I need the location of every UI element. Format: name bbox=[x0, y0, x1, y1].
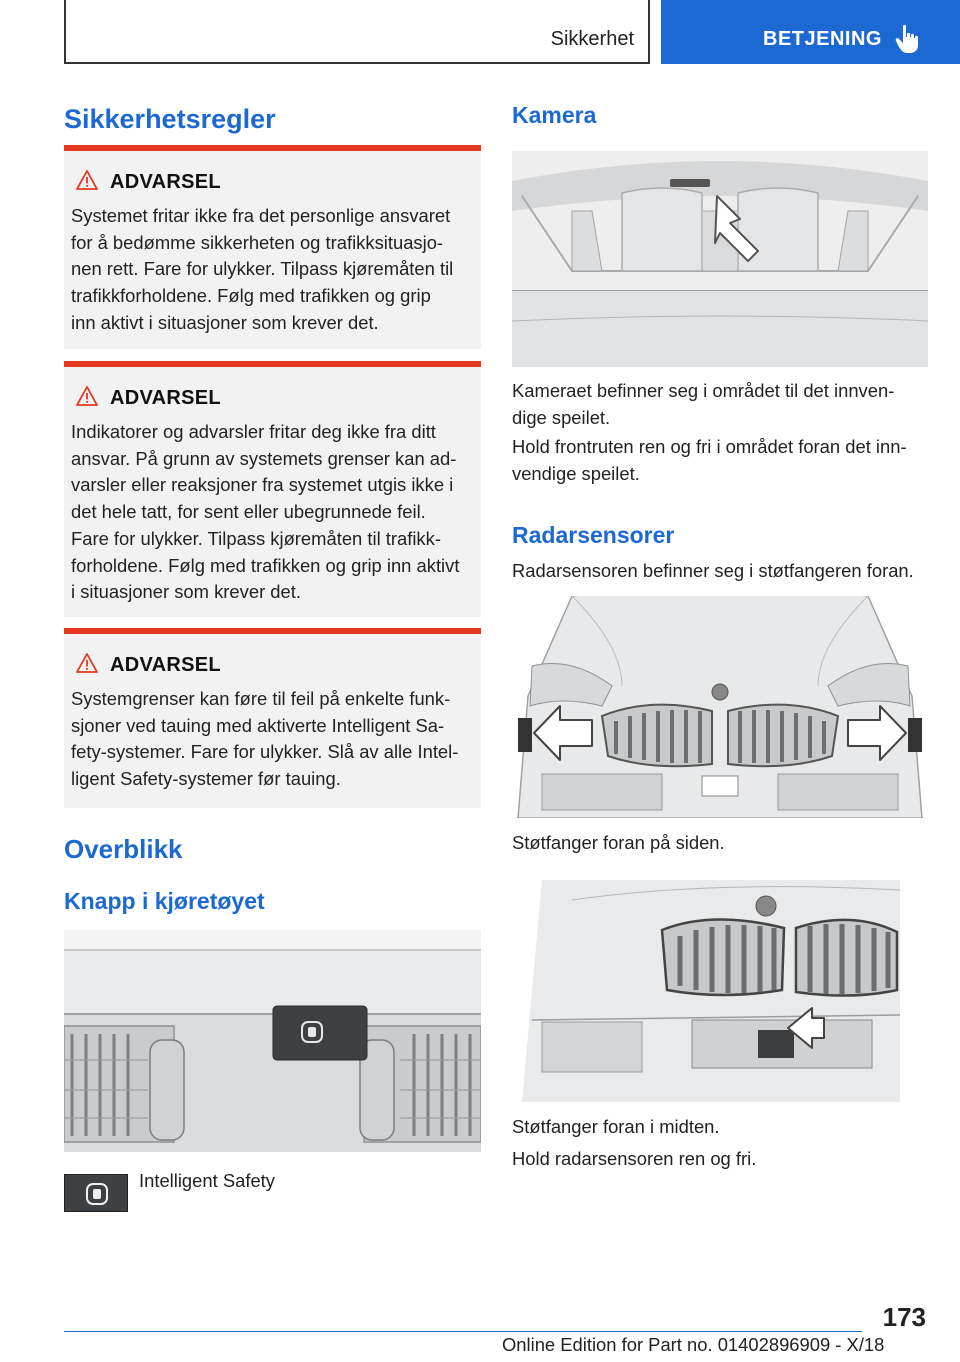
section-title: Sikkerhet bbox=[550, 28, 634, 50]
heading-knapp: Knapp i kjøretøyet bbox=[64, 888, 265, 914]
caption-middle: Støtfanger foran i midten. bbox=[512, 1116, 720, 1137]
front-bumper-side-image bbox=[512, 596, 928, 818]
warning-text bbox=[71, 419, 479, 606]
text-line: Hold frontruten ren og fri i området foran det inn- bbox=[512, 436, 907, 457]
header-section-tab bbox=[64, 0, 650, 64]
warning-line: trafikkforholdene. Følg med trafikken og grip bbox=[71, 285, 431, 307]
text-line: dige speilet. bbox=[512, 406, 611, 428]
warning-label: ADVARSEL bbox=[110, 171, 221, 193]
warning-box-3 bbox=[64, 628, 481, 808]
warning-triangle-icon bbox=[76, 386, 98, 406]
text-line: Kameraet befinner seg i området til det innven- bbox=[512, 380, 895, 401]
warning-line: Systemet fritar ikke fra det personlige ansvaret bbox=[71, 205, 451, 226]
caption-side: Støtfanger foran på siden. bbox=[512, 832, 725, 853]
warning-triangle-icon bbox=[76, 653, 98, 673]
warning-label: ADVARSEL bbox=[110, 387, 221, 409]
warning-triangle-icon bbox=[76, 170, 98, 190]
front-bumper-middle-image bbox=[512, 880, 900, 1102]
warning-line: Fare for ulykker. Tilpass kjøremåten til trafikk- bbox=[71, 527, 441, 549]
camera-text-2 bbox=[512, 434, 907, 487]
warning-text bbox=[71, 686, 479, 793]
heading-overblikk: Overblikk bbox=[64, 834, 183, 864]
footer-divider bbox=[64, 1331, 862, 1332]
warning-label: ADVARSEL bbox=[110, 654, 221, 676]
heading-radarsensorer: Radarsensorer bbox=[512, 522, 675, 548]
warning-line: forholdene. Følg med trafikken og grip inn aktivt bbox=[71, 554, 460, 576]
dashboard-button-image bbox=[64, 930, 481, 1152]
intelligent-safety-caption: Intelligent Safety bbox=[139, 1170, 275, 1191]
warning-line: Systemgrenser kan føre til feil på enkelte funk- bbox=[71, 688, 451, 709]
warning-line: ligent Safety-systemer før tauing. bbox=[71, 768, 341, 790]
radar-note: Hold radarsensoren ren og fri. bbox=[512, 1148, 757, 1169]
header-chapter-tab bbox=[661, 0, 960, 64]
warning-box-1 bbox=[64, 145, 481, 349]
page-number: 173 bbox=[882, 1302, 926, 1332]
warning-line: for å bedømme sikkerheten og trafikksituasjo- bbox=[71, 231, 444, 253]
heading-kamera: Kamera bbox=[512, 102, 597, 128]
warning-line: fety-systemer. Fare for ulykker. Slå av alle Intel- bbox=[71, 741, 459, 763]
heading-sikkerhetsregler: Sikkerhetsregler bbox=[64, 104, 276, 134]
warning-line: nen rett. Fare for ulykker. Tilpass kjøremåten til bbox=[71, 258, 454, 280]
warning-line: det hele tatt, for sent eller ubegrunnede feil. bbox=[71, 501, 426, 523]
warning-text bbox=[71, 203, 479, 337]
camera-text-1 bbox=[512, 378, 894, 431]
text-line: vendige speilet. bbox=[512, 462, 640, 484]
warning-line: inn aktivt i situasjoner som krever det. bbox=[71, 311, 379, 333]
pointing-hand-icon bbox=[895, 24, 921, 54]
intelligent-safety-button-icon bbox=[64, 1174, 128, 1212]
warning-box-2 bbox=[64, 361, 481, 617]
camera-location-image bbox=[512, 151, 928, 367]
warning-line: ansvar. På grunn av systemets grenser kan ad- bbox=[71, 447, 457, 469]
warning-line: varsler eller reaksjoner fra systemet utgis ikke i bbox=[71, 474, 454, 496]
warning-line: Indikatorer og advarsler fritar deg ikke fra ditt bbox=[71, 421, 436, 442]
chapter-title: BETJENING bbox=[763, 28, 882, 50]
warning-line: i situasjoner som krever det. bbox=[71, 581, 301, 603]
warning-line: sjoner ved tauing med aktiverte Intelligent Sa- bbox=[71, 714, 445, 736]
radar-intro: Radarsensoren befinner seg i støtfangeren foran. bbox=[512, 560, 914, 581]
footer-edition: Online Edition for Part no. 01402896909 - X/18 bbox=[502, 1334, 885, 1355]
